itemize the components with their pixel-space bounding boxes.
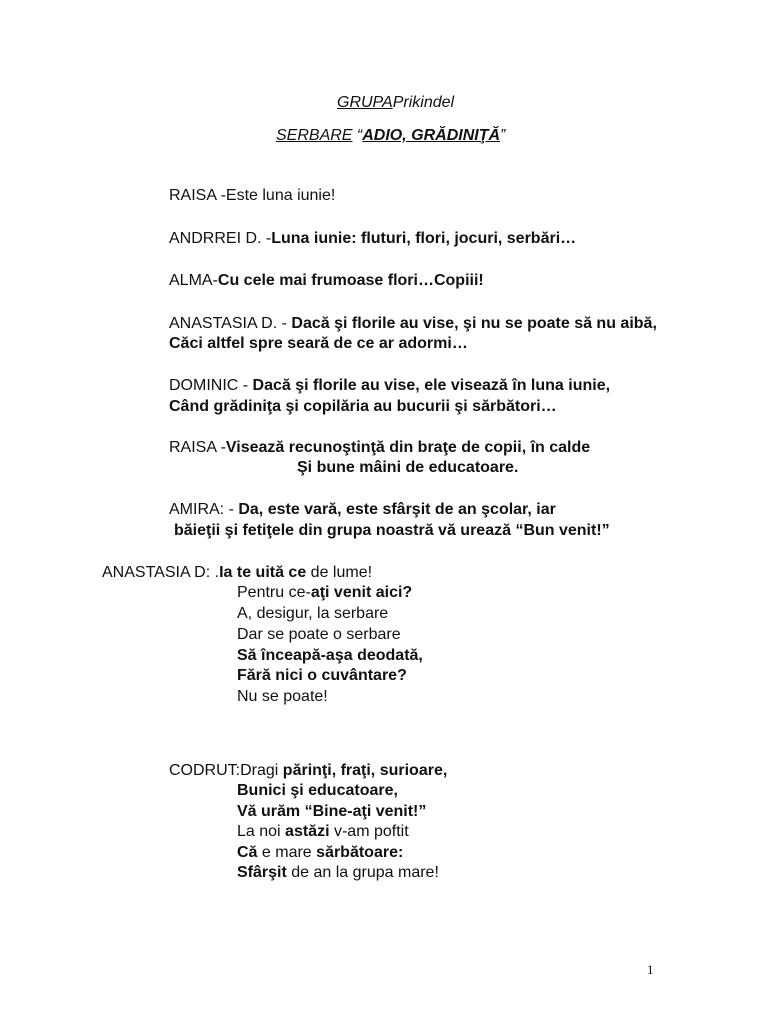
dialogue-line: AMIRA: - Da, este vară, este sfârşit de an şcolar, iar [169,501,556,518]
group-name: Prikindel [392,94,455,111]
poem-line: Că e mare sărbătoare: [237,844,404,861]
poem-line: Fără nici o cuvântare? [237,667,407,684]
poem-line: Pentru ce-aţi venit aici? [237,584,413,601]
poem-line: Dar se poate o serbare [237,626,401,643]
dialogue-line: RAISA -Este luna iunie! [169,187,336,204]
dialogue-line: ALMA-Cu cele mai frumoase flori…Copiii! [169,272,484,289]
dialogue-line: RAISA -Visează recunoştinţă din braţe de copii, în calde [169,439,591,456]
dialogue-line: DOMINIC - Dacă şi florile au vise, ele visează în luna iunie, [169,377,611,394]
event-title: SERBARE “ADIO, GRĂDINIŢĂ” [276,127,506,144]
poem-line: Bunici şi educatoare, [237,782,398,799]
dialogue-line: ANASTASIA D. - Dacă şi florile au vise, şi nu se poate să nu aibă, [169,315,657,332]
event-label: SERBARE [276,127,353,144]
event-name: ADIO, GRĂDINIŢĂ [362,127,501,144]
poem-line: CODRUT:Dragi părinţi, fraţi, surioare, [169,762,448,779]
poem-line: La noi astăzi v-am poftit [237,823,409,840]
poem-line: Nu se poate! [237,688,328,705]
dialogue-line: Căci altfel spre seară de ce ar adormi… [169,335,468,352]
group-label: GRUPA [337,94,393,111]
poem-line: ANASTASIA D: .Ia te uită ce de lume! [102,564,373,581]
dialogue-line: Şi bune mâini de educatoare. [297,459,519,476]
dialogue-line: ANDRREI D. -Luna iunie: fluturi, flori, jocuri, serbări… [169,230,577,247]
dialogue-line: Când grădiniţa şi copilăria au bucurii şi sărbători… [169,398,557,415]
group-title [337,93,454,113]
poem-line: Sfârşit de an la grupa mare! [237,864,439,881]
poem-line: A, desigur, la serbare [237,605,389,622]
dialogue-line: băieţii şi fetiţele din grupa noastră vă urează “Bun venit!” [174,522,610,539]
page-number: 1 [647,962,654,977]
poem-line: Să înceapă-aşa deodată, [237,647,423,664]
poem-line: Vă urăm “Bine-aţi venit!” [237,803,427,820]
